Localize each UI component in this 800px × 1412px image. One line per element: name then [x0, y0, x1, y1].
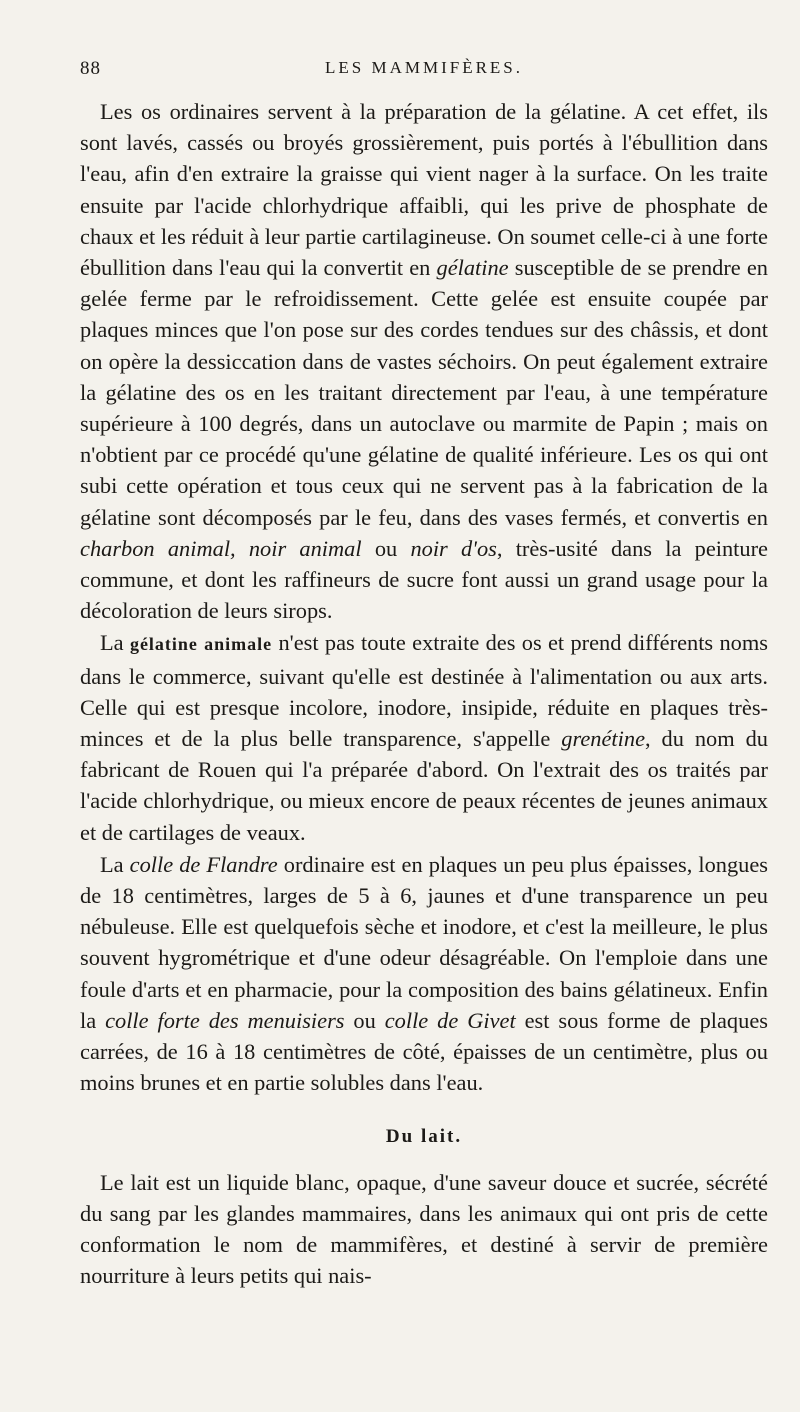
page-body: [80, 96, 768, 1291]
paragraph-gelatine-animale: [80, 627, 768, 847]
text-run: ou: [344, 1007, 385, 1033]
text-run: La: [100, 630, 130, 656]
paragraph-colle-de-flandre: [80, 849, 768, 1099]
italic-term: noir d'os: [410, 535, 497, 561]
book-page: [80, 58, 768, 1291]
text-run: Le lait est un liquide blanc, opaque, d'une saveur douce et sucrée, sécrété du sang par les glandes mammaires, dans les animaux qui ont pris de cette conformation le nom de mammifères, et destiné à servir de première nourriture à leurs petits qui nais-: [80, 1169, 768, 1289]
paragraph-du-lait: [80, 1167, 768, 1292]
paragraph-gelatine-preparation: [80, 96, 768, 626]
italic-term: grenétine: [561, 726, 646, 752]
text-run: ou: [361, 535, 411, 561]
text-run: susceptible de se prendre en gelée ferme par le refroidissement. Cette gelée est ensuite coupée par plaques minces que l'on pose sur des cordes tendues sur des châssis, et dont on opère la dessiccation dans de vastes séchoirs. On peut également extraire la gélatine des os en les traitant directement par l'eau, à une température supérieure à 100 degrés, dans un autoclave ou marmite de Papin ; mais on n'obtient par ce procédé qu'une gélatine de qualité inférieure. Les os qui ont subi cette opération et tous ceux qui ne servent pas à la fabrication de la gélatine sont décomposés par le feu, dans des vases fermés, et convertis en: [80, 255, 768, 530]
italic-term: colle forte des menuisiers: [105, 1007, 345, 1033]
text-run: n'est pas toute extraite des os et prend différents noms dans le commerce, suivant qu'elle est destinée à l'alimentation ou aux arts. Celle qui est presque incolore, inodore, insipide, réduite en plaques très-minces et de la plus belle transparence, s'appelle: [80, 630, 768, 752]
text-run: , du nom du fabricant de Rouen qui l'a préparée d'abord. On l'extrait des os traités par l'acide chlorhydrique, ou mieux encore de peaux récentes de jeunes animaux et de cartilages de veaux.: [80, 726, 768, 845]
italic-term: charbon animal, noir animal: [80, 535, 362, 561]
text-run: ordinaire est en plaques un peu plus épaisses, longues de 18 centimètres, larges de 5 à 6, jaunes et d'une transparence un peu nébuleuse. Elle est quelquefois sèche et inodore, et c'est la meilleure, le plus souvent hygrométrique et d'une odeur désagréable. On l'emploie dans une foule d'arts et en pharmacie, pour la composition des bains gélatineux. Enfin la: [80, 851, 769, 1033]
italic-term: colle de Flandre: [129, 851, 278, 877]
running-head: [80, 58, 768, 84]
italic-term: colle de Givet: [384, 1007, 516, 1033]
italic-term: gélatine: [436, 255, 509, 281]
running-title: LES MAMMIFÈRES.: [324, 58, 524, 77]
text-run: Les os ordinaires servent à la préparation de la gélatine. A cet effet, ils sont lavés, cassés ou broyés grossièrement, puis portés à l'ébullition dans l'eau, afin d'en extraire la graisse qui vient nager à la surface. On les traite ensuite par l'acide chlorhydrique affaibli, qui les prive de phosphate de chaux et les réduit à leur partie cartilagineuse. On soumet celle-ci à une forte ébullition dans l'eau qui la convertit en: [80, 99, 768, 281]
page-number: 88: [80, 58, 101, 79]
section-heading: Du lait.: [385, 1125, 463, 1147]
text-run: La: [100, 851, 130, 877]
text-run: , très-usité dans la peinture commune, et dont les raffineurs de sucre font aussi un grand usage pour la décoloration de leurs sirops.: [80, 535, 768, 624]
text-run: est sous forme de plaques carrées, de 16 à 18 centimètres de côté, épaisses de un centimètre, plus ou moins brunes et en partie solubles dans l'eau.: [80, 1007, 768, 1096]
bold-term: gélatine animale: [129, 634, 273, 655]
